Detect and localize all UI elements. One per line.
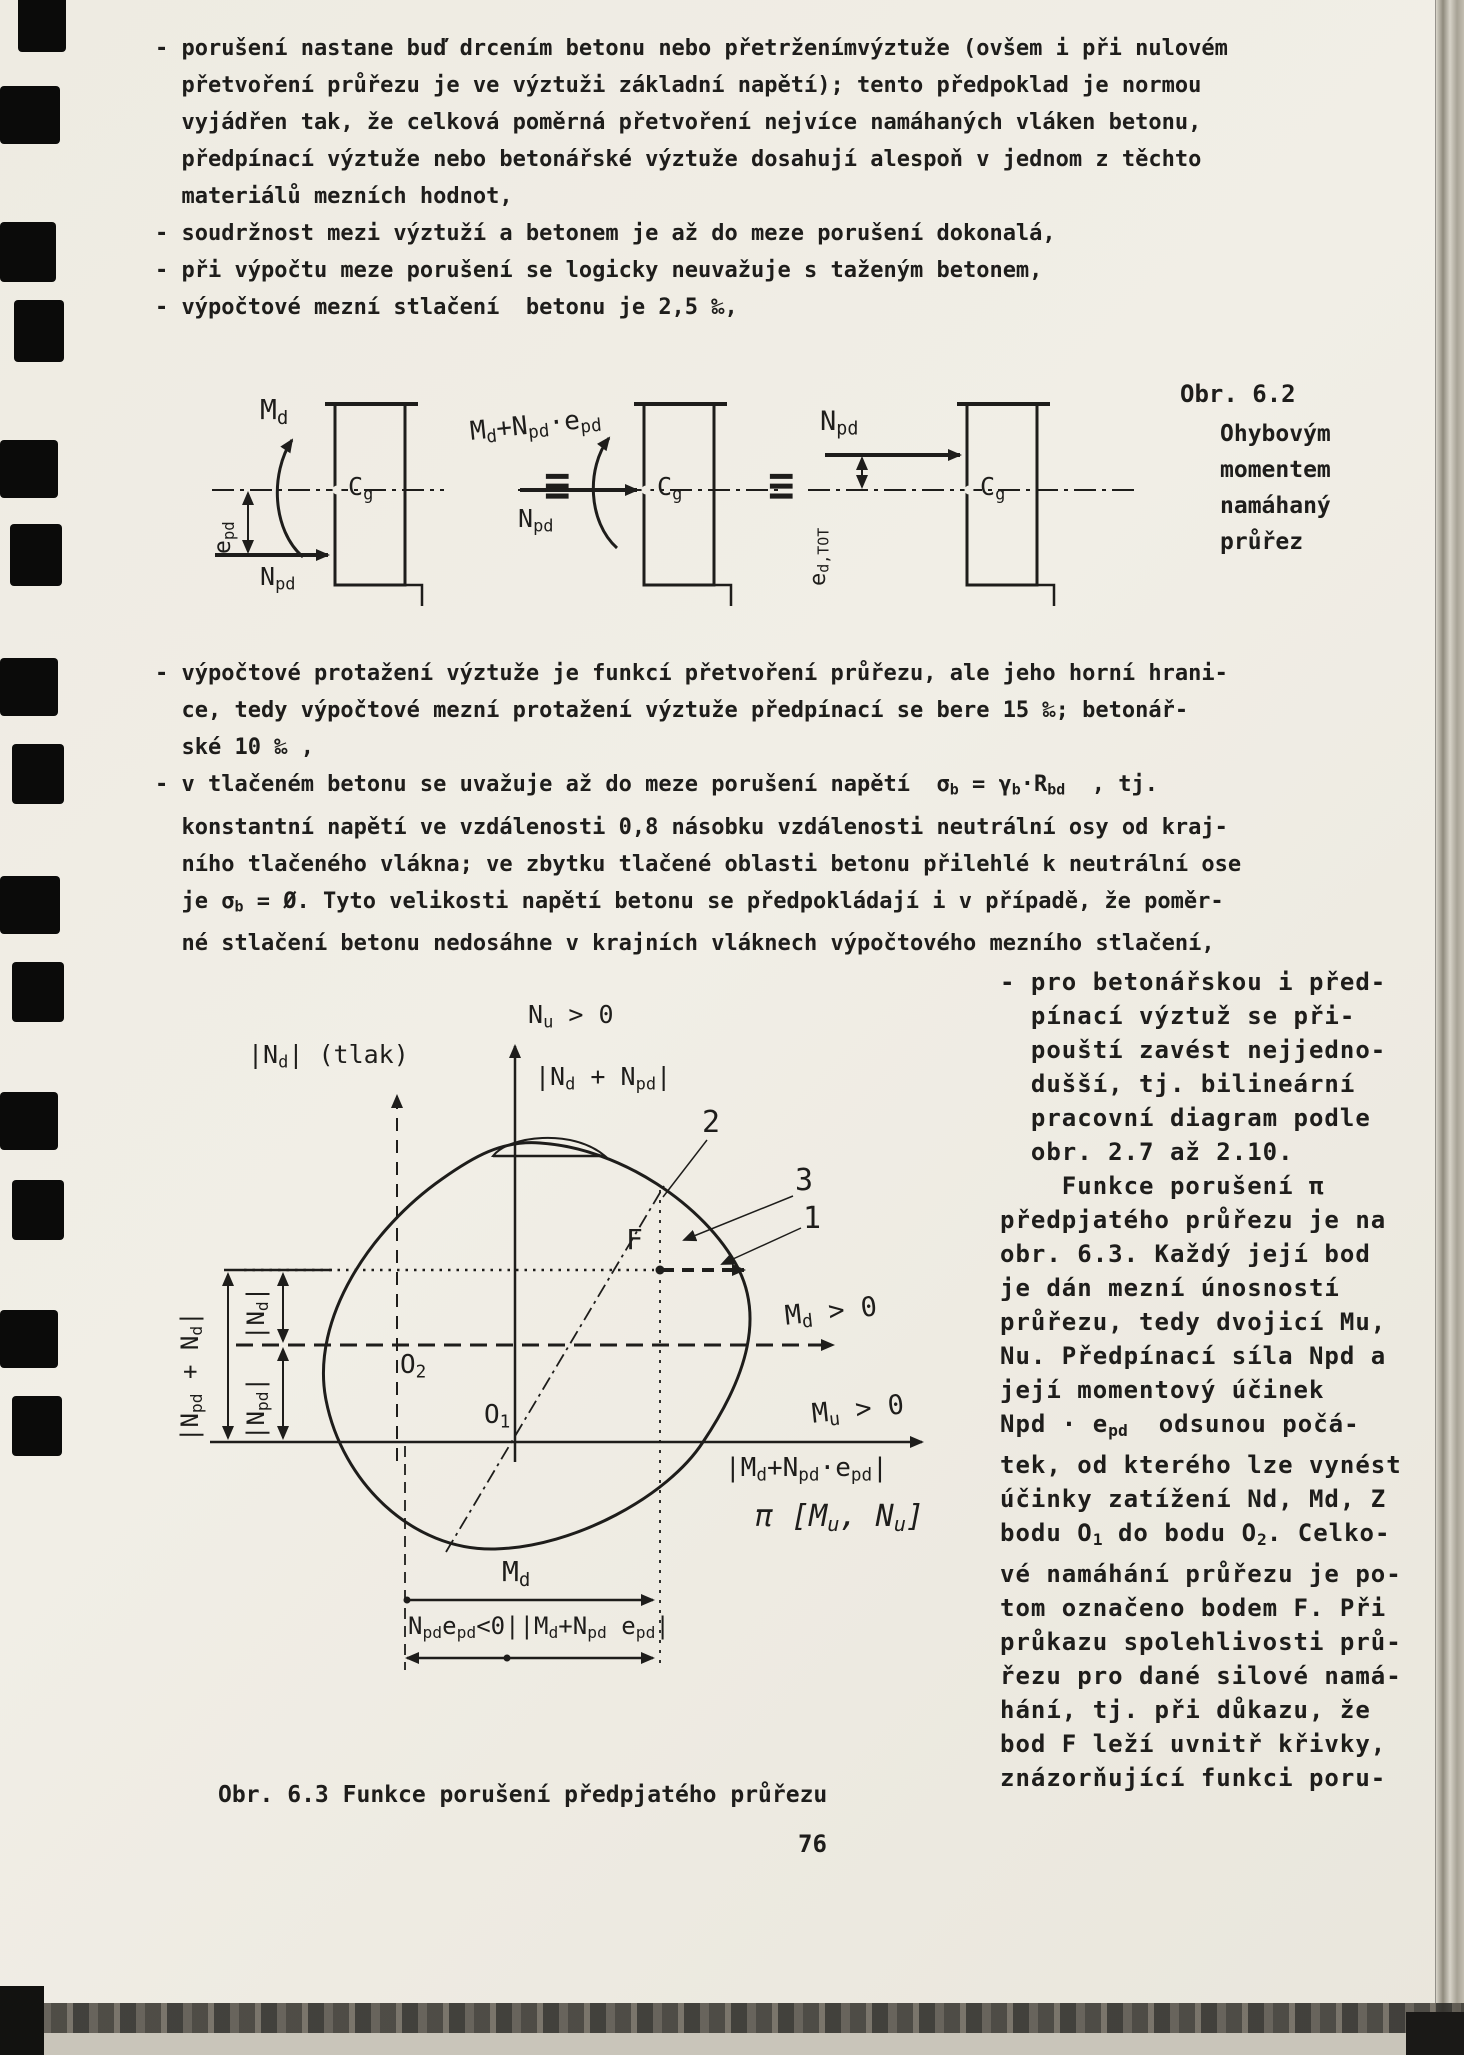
binding-hole: [14, 300, 64, 362]
fig63-label-md-positive: $M_d > 0$: [783, 1291, 879, 1333]
fig63-label-nd-tlak: $|N_d|$ (tlak): [248, 1040, 409, 1073]
text-line: je dán mezní únosností: [1000, 1274, 1340, 1302]
fig62-caption-number: Obr. 6.2: [1180, 380, 1296, 408]
fig63-label-pi-function: π [$M_u$, $N_u$]: [755, 1499, 925, 1537]
binding-hole: [12, 1396, 62, 1456]
fig62-equivalence-sign: ≡: [544, 460, 571, 511]
bottom-scan-margin: [0, 2033, 1464, 2055]
text-line: vyjádřen tak, že celková poměrná přetvoření nejvíce namáhaných vláken betonu,: [155, 110, 1202, 135]
text-line: pouští zavést nejjedno-: [1000, 1036, 1387, 1064]
text-line: vé namáhání průřezu je po-: [1000, 1560, 1402, 1589]
text-line: ce, tedy výpočtové mezní protažení výztuže předpínací se bere 15 ‰; betonář-: [155, 698, 1189, 723]
bottom-scan-band: [26, 2003, 1464, 2035]
fig62-label-npd-2: $N_{pd}$: [518, 504, 554, 537]
fig63-origin-o1: $O_1$: [484, 1400, 511, 1433]
text-line: tek, od kterého lze vynést: [1000, 1451, 1402, 1480]
text-line: konstantní napětí ve vzdálenosti 0,8 násobku vzdálenosti neutrální osy od kraj-: [155, 814, 1228, 840]
text-line: její momentový účinek: [1000, 1376, 1325, 1404]
text-line: Npd · $e_{pd}$ odsunou počá-: [1000, 1410, 1360, 1441]
bottom-right-ink-blob: [1406, 2012, 1464, 2055]
text-line: řezu pro dané silové namá-: [1000, 1662, 1402, 1691]
binding-hole: [0, 440, 58, 498]
fig63-curve-number-2: 2: [702, 1105, 721, 1140]
fig63-label-nd-plus-npd: $|N_d + N_{pd}|$: [535, 1062, 672, 1095]
text-line: předpjatého průřezu je na: [1000, 1206, 1387, 1234]
fig62-label-npd-3: $N_{pd}$: [820, 406, 859, 440]
text-line: né stlačení betonu nedosáhne v krajních vláknech výpočtového mezního stlačení,: [155, 931, 1215, 957]
binding-hole: [0, 658, 58, 716]
fig62-label-cg-1: $C_g$: [348, 472, 374, 505]
text-line: znázorňující funkci poru-: [1000, 1764, 1387, 1793]
fig63-dim-nd: $|N_d|$: [242, 1286, 273, 1340]
fig62-caption-text: [1220, 416, 1331, 560]
binding-hole: [12, 1180, 64, 1240]
text-line: ního tlačeného vlákna; ve zbytku tlačené oblasti betonu přilehlé k neutrální ose: [155, 851, 1242, 877]
fig63-label-nu-positive: $N_u > 0$: [528, 1000, 614, 1033]
text-line: - porušení nastane buď drcením betonu nebo přetrženímvýztuže (ovšem i při nulovém: [155, 36, 1228, 61]
bottom-left-ink-blob: [0, 1986, 44, 2055]
binding-hole: [10, 524, 62, 586]
fig63-curve-number-1: 1: [803, 1201, 822, 1236]
text-line: namáhaný: [1220, 493, 1331, 519]
text-line: dušší, tj. bilineární: [1000, 1070, 1356, 1098]
fig63-curve-number-3: 3: [795, 1163, 814, 1198]
fig63-dim-md: $M_d$: [502, 1555, 531, 1591]
right-column-text: [1000, 965, 1460, 1795]
fig62-equivalence-sign: ≡: [768, 460, 795, 511]
figure-6-2: [120, 380, 1464, 625]
text-line: - pro betonářskou i před-: [1000, 968, 1387, 996]
text-line: hání, tj. při důkazu, že: [1000, 1696, 1371, 1725]
binding-hole: [0, 222, 56, 282]
binding-hole: [18, 0, 66, 52]
text-line: ské 10 ‰ ,: [155, 735, 314, 760]
text-line: Ohybovým: [1220, 421, 1331, 447]
page-edge-shadow: [1436, 0, 1464, 2055]
fig62-label-npd-1: $N_{pd}$: [260, 562, 296, 595]
text-line: bodu $O_1$ do bodu $O_2$. Celko-: [1000, 1519, 1391, 1550]
fig62-label-epd: $e_{pd}$: [210, 521, 238, 554]
fig63-dim-bottom: $N_{pd}e_{pd}<0||M_d+N_{pd}$ $e_{pd}|$: [408, 1612, 670, 1643]
fig62-label-cg-3: $C_g$: [980, 472, 1006, 505]
text-line: - soudržnost mezi výztuží a betonem je až do meze porušení dokonalá,: [155, 221, 1056, 246]
text-line: průřezu, tedy dvojicí Mu,: [1000, 1308, 1387, 1336]
fig63-label-mu-positive: $M_u > 0$: [810, 1389, 906, 1431]
fig62-label-cg-2: $C_g$: [657, 472, 683, 505]
fig62-label-md: $M_d$: [260, 393, 289, 429]
text-line: obr. 6.3. Každý její bod: [1000, 1240, 1371, 1268]
fig63-label-md-npd-epd-abs: $|M_d+N_{pd}\cdot e_{pd}|$: [725, 1453, 888, 1486]
fig62-label-ed-tot: $e_{d,TOT}$: [806, 527, 833, 586]
binding-hole: [0, 876, 60, 934]
text-line: je $\sigma_b$ = Ø. Tyto velikosti napětí betonu se předpokládají i v případě, že poměr-: [155, 888, 1224, 916]
text-line: přetvoření průřezu je ve výztuži základní napětí); tento předpoklad je normou: [155, 73, 1202, 98]
text-line: tom označeno bodem F. Při: [1000, 1594, 1387, 1623]
text-line: Funkce porušení π: [1000, 1172, 1325, 1200]
figure-6-3-line-art: [150, 1000, 1000, 1690]
fig63-caption: Obr. 6.3 Funkce porušení předpjatého průřezu: [218, 1782, 828, 1808]
text-line: momentem: [1220, 457, 1331, 483]
fig63-origin-o2: $O_2$: [400, 1350, 427, 1383]
text-line: předpínací výztuže nebo betonářské výztuže dosahují alespoň v jednom z těchto: [155, 147, 1202, 172]
text-line: obr. 2.7 až 2.10.: [1000, 1138, 1294, 1166]
text-line: bod F leží uvnitř křivky,: [1000, 1730, 1387, 1759]
text-line: - při výpočtu meze porušení se logicky neuvažuje s taženým betonem,: [155, 258, 1043, 283]
text-line: průkazu spolehlivosti prů-: [1000, 1628, 1402, 1657]
text-line: - výpočtové protažení výztuže je funkcí přetvoření průřezu, ale jeho horní hrani-: [155, 661, 1228, 686]
fig63-dim-npd-plus-nd: $|N_{pd} + N_d|$: [176, 1311, 207, 1442]
text-line: - výpočtové mezní stlačení betonu je 2,5 ‰,: [155, 295, 738, 320]
binding-hole: [0, 1310, 58, 1368]
paragraph-mid-bullets: [155, 655, 1241, 962]
binding-hole: [12, 962, 64, 1022]
binding-hole: [0, 86, 60, 144]
text-line: účinky zatížení Nd, Md, Z: [1000, 1485, 1387, 1514]
page-number: 76: [798, 1830, 827, 1858]
binding-hole: [0, 1092, 58, 1150]
fig63-point-f-label: F: [626, 1223, 643, 1256]
binding-hole: [12, 744, 64, 804]
text-line: průřez: [1220, 529, 1304, 555]
text-line: - v tlačeném betonu se uvažuje až do meze porušení napětí $\sigma_b = \gamma_b\cdot R_{bd}$ , tj.: [155, 772, 1158, 799]
text-line: materiálů mezních hodnot,: [155, 184, 513, 209]
fig63-dim-npd: $|N_{pd}|$: [242, 1376, 273, 1440]
text-line: pínací výztuž se při-: [1000, 1002, 1356, 1030]
text-line: Nu. Předpínací síla Npd a: [1000, 1342, 1387, 1370]
paragraph-top-bullets: [155, 30, 1228, 326]
figure-6-3: [150, 1000, 1000, 1690]
fig62-label-md-npd-epd: $M_d+N_{pd}\cdot e_{pd}$: [468, 405, 603, 448]
text-line: pracovní diagram podle: [1000, 1104, 1371, 1132]
